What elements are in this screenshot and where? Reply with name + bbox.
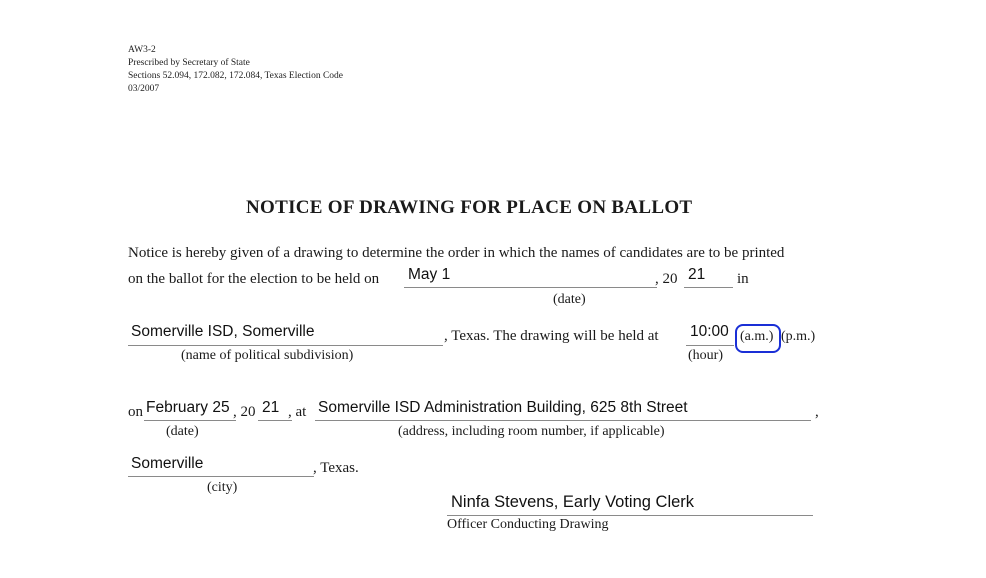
year-prefix-1: , 20: [655, 271, 678, 287]
texas-drawing-text: , Texas. The drawing will be held at: [444, 328, 659, 344]
address-line: [315, 420, 811, 421]
trailing-comma: ,: [815, 404, 819, 420]
election-date-field[interactable]: May 1: [408, 266, 451, 283]
notice-line-1: Notice is hereby given of a drawing to determine the order in which the names of candidates are to be printed: [128, 245, 785, 261]
am-label: (a.m.): [740, 329, 774, 344]
election-year-line: [684, 287, 733, 288]
drawing-year-line: [258, 420, 292, 421]
page-title: NOTICE OF DRAWING FOR PLACE ON BALLOT: [246, 197, 693, 218]
election-date-line: [404, 287, 657, 288]
pm-label: (p.m.): [781, 329, 816, 344]
date-caption-2: (date): [166, 424, 199, 439]
in-word: in: [737, 271, 749, 287]
form-code: AW3-2: [128, 45, 156, 55]
address-caption: (address, including room number, if applicable): [398, 424, 665, 439]
officer-field[interactable]: Ninfa Stevens, Early Voting Clerk: [451, 493, 695, 511]
drawing-date-field[interactable]: February 25: [146, 399, 230, 416]
political-subdivision-field[interactable]: Somerville ISD, Somerville: [131, 323, 315, 340]
hour-field[interactable]: 10:00: [690, 323, 729, 340]
texas-end: , Texas.: [313, 460, 359, 476]
election-year-field[interactable]: 21: [688, 266, 706, 283]
hour-caption: (hour): [688, 348, 723, 363]
drawing-date-line: [144, 420, 236, 421]
city-caption: (city): [207, 480, 238, 495]
code-sections: Sections 52.094, 172.082, 172.084, Texas Election Code: [128, 71, 343, 81]
address-field[interactable]: Somerville ISD Administration Building, 625 8th Street: [318, 399, 688, 416]
notice-line-2-prefix: on the ballot for the election to be held on: [128, 271, 380, 287]
date-caption-1: (date): [553, 292, 586, 307]
officer-line: [447, 515, 813, 516]
political-subdivision-line: [128, 345, 443, 346]
city-line: [128, 476, 314, 477]
city-field[interactable]: Somerville: [131, 455, 204, 472]
prescribed-by: Prescribed by Secretary of State: [128, 58, 250, 68]
hour-line: [686, 345, 734, 346]
subdivision-caption: (name of political subdivision): [181, 348, 354, 363]
officer-caption: Officer Conducting Drawing: [447, 517, 609, 532]
at-word: , at: [288, 404, 307, 420]
year-prefix-2: , 20: [233, 404, 256, 420]
on-word: on: [128, 404, 143, 420]
am-selection-circle: [735, 324, 781, 353]
form-date: 03/2007: [128, 84, 160, 94]
drawing-year-field[interactable]: 21: [262, 399, 280, 416]
